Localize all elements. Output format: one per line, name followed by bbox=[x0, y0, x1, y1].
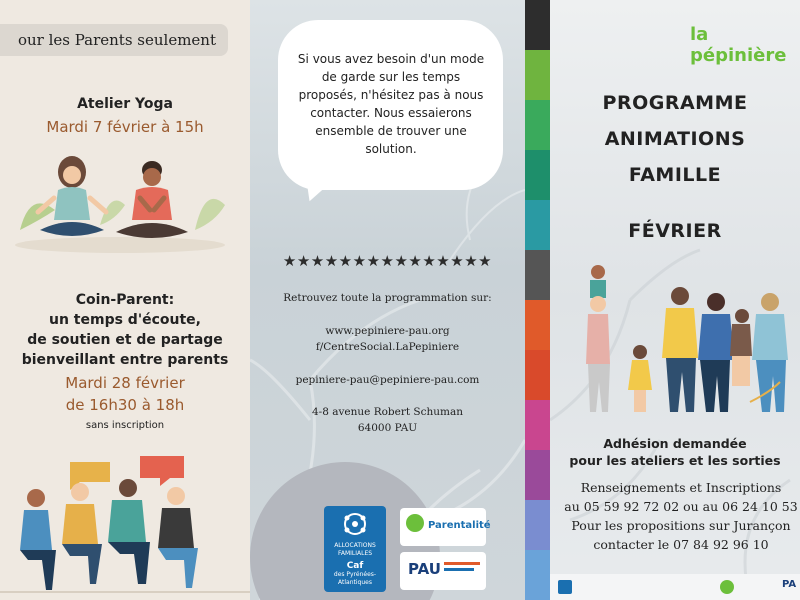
yoga-illustration bbox=[10, 150, 240, 260]
no-registration-note: sans inscription bbox=[85, 420, 165, 431]
right-panel bbox=[550, 0, 800, 600]
color-band bbox=[525, 450, 550, 500]
coin-parent-line2: de soutien et de partage bbox=[27, 332, 223, 348]
yoga-man bbox=[116, 161, 188, 238]
discussion-illustration bbox=[0, 442, 250, 600]
color-band bbox=[525, 300, 550, 350]
month-title: FÉVRIER bbox=[628, 220, 722, 242]
caf-logo: ALLOCATIONS FAMILIALES Caf des Pyrénées-Atlantiques bbox=[324, 506, 386, 592]
yoga-title: Atelier Yoga bbox=[77, 96, 173, 112]
family-member-4 bbox=[698, 293, 734, 412]
parentalite-logo: Parentalité bbox=[400, 508, 486, 546]
family-member-3 bbox=[662, 287, 698, 412]
coin-parent-time: de 16h30 à 18h bbox=[65, 396, 185, 414]
coin-parent-title: Coin-Parent: bbox=[75, 292, 175, 308]
jurancon-phone-line: contacter le 07 84 92 96 10 bbox=[593, 537, 769, 552]
person-1 bbox=[20, 489, 56, 590]
family-member-1 bbox=[586, 265, 610, 412]
yoga-woman bbox=[38, 156, 106, 236]
membership-line2: pour les ateliers et les sorties bbox=[569, 453, 781, 468]
family-member-5 bbox=[730, 309, 752, 386]
jurancon-line: Pour les propositions sur Jurançon bbox=[571, 518, 791, 533]
website-link[interactable]: www.pepiniere-pau.org bbox=[325, 325, 450, 337]
family-illustration bbox=[570, 262, 800, 422]
parents-only-badge: our les Parents seulement bbox=[0, 24, 228, 56]
coin-parent-line3: bienveillant entre parents bbox=[21, 352, 229, 368]
color-band bbox=[525, 50, 550, 100]
family-member-6 bbox=[752, 293, 788, 412]
childcare-message: Si vous avez besoin d'un mode de garde sur les temps proposés, n'hésitez pas à nous contacter. Nous essaierons ensemble de trouver une solution. bbox=[297, 52, 485, 156]
pau-logo: PAU bbox=[400, 552, 486, 590]
facebook-link[interactable]: f/CentreSocial.LaPepiniere bbox=[315, 341, 460, 353]
color-strip bbox=[525, 0, 550, 600]
color-band bbox=[525, 0, 550, 50]
address-line2: 64000 PAU bbox=[357, 422, 418, 434]
color-band bbox=[525, 200, 550, 250]
info-line1: Renseignements et Inscriptions bbox=[580, 480, 782, 495]
left-panel bbox=[0, 0, 250, 600]
middle-panel bbox=[250, 0, 525, 600]
program-title-line2: ANIMATIONS bbox=[604, 128, 746, 150]
color-band bbox=[525, 250, 550, 300]
footer-logos: PA bbox=[550, 574, 800, 600]
email-link[interactable]: pepiniere-pau@pepiniere-pau.com bbox=[295, 374, 480, 386]
color-band bbox=[525, 150, 550, 200]
person-2 bbox=[62, 483, 102, 584]
person-4 bbox=[158, 487, 198, 588]
coin-parent-line1: un temps d'écoute, bbox=[48, 312, 201, 328]
program-title-line1: PROGRAMME bbox=[602, 92, 748, 114]
yoga-date: Mardi 7 février à 15h bbox=[46, 118, 204, 136]
person-3 bbox=[108, 479, 150, 584]
color-band bbox=[525, 500, 550, 550]
program-title-line3: FAMILLE bbox=[628, 164, 722, 186]
color-band bbox=[525, 350, 550, 400]
program-label: Retrouvez toute la programmation sur: bbox=[283, 292, 492, 304]
color-band bbox=[525, 400, 550, 450]
address-line1: 4-8 avenue Robert Schuman bbox=[311, 406, 464, 418]
la-pepiniere-logo: la pépinière bbox=[690, 24, 787, 66]
info-phone-line: au 05 59 92 72 02 ou au 06 24 10 53 bbox=[564, 499, 798, 514]
coin-parent-date: Mardi 28 février bbox=[65, 374, 185, 392]
color-band bbox=[525, 550, 550, 600]
color-band bbox=[525, 100, 550, 150]
membership-line1: Adhésion demandée bbox=[603, 436, 747, 451]
family-member-2 bbox=[628, 345, 652, 412]
star-divider: ★★★★★★★★★★★★★★★ bbox=[282, 252, 493, 270]
